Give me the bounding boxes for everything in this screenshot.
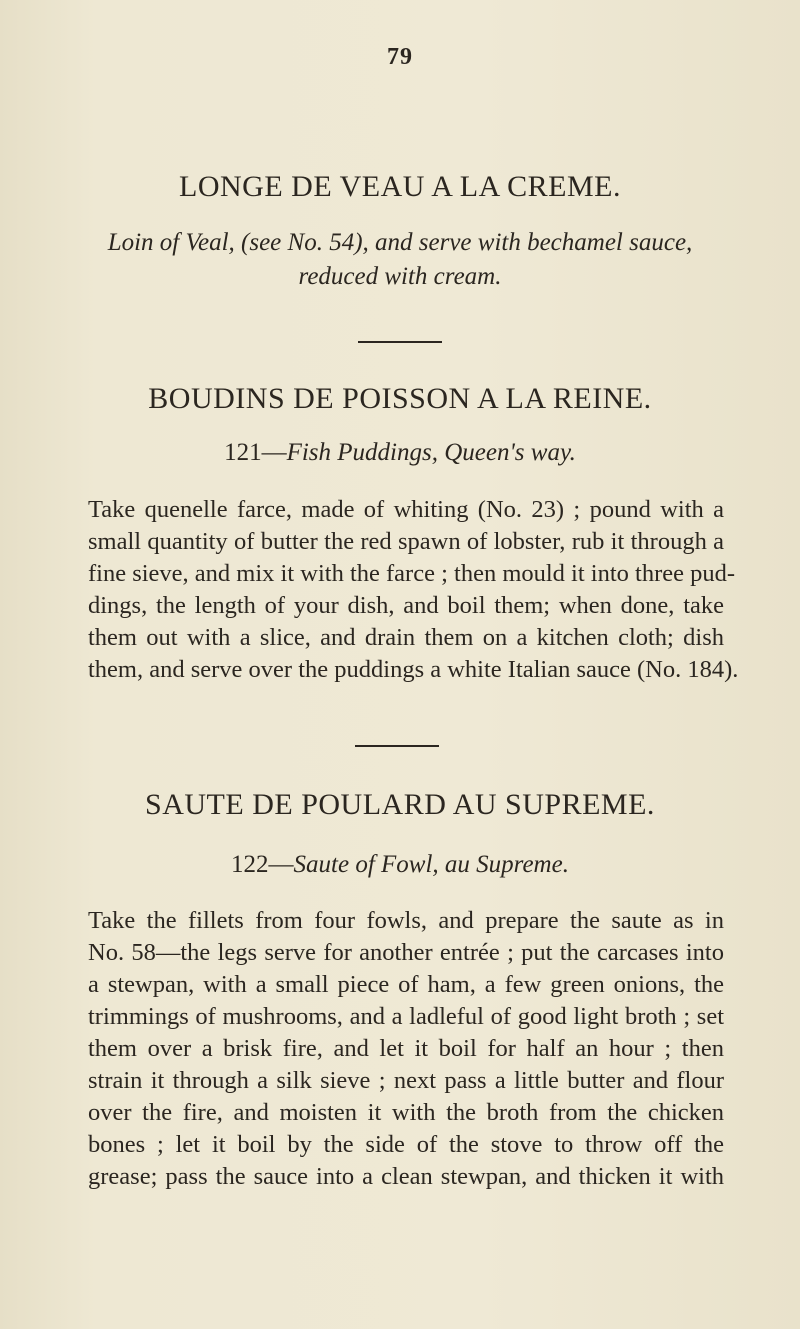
paragraph-line: strain it through a silk sieve ; next pass a little butter and flour xyxy=(88,1067,724,1094)
paragraph-line: fine sieve, and mix it with the farce ; then mould it into three pud- xyxy=(88,560,736,587)
paragraph-line: trimmings of mushrooms, and a ladleful of good light broth ; set xyxy=(88,1003,724,1030)
recipe-number: 121— xyxy=(224,439,287,466)
paragraph-line: a stewpan, with a small piece of ham, a few green onions, the xyxy=(88,971,724,998)
paragraph-line: them over a brisk fire, and let it boil for half an hour ; then xyxy=(88,1035,724,1062)
paragraph-line: bones ; let it boil by the side of the stove to throw off the xyxy=(88,1131,724,1158)
section-subtitle-line-2: reduced with cream. xyxy=(298,263,502,290)
paragraph-line: grease; pass the sauce into a clean stewpan, and thicken it with xyxy=(88,1163,724,1190)
paragraph-line: No. 58—the legs serve for another entrée ; put the carcases into xyxy=(88,939,724,966)
recipe-paragraph-121 xyxy=(88,494,739,686)
recipe-subtitle-122 xyxy=(0,848,800,882)
recipe-title: Saute of Fowl, au Supreme. xyxy=(293,851,569,878)
paragraph-line: over the fire, and moisten it with the broth from the chicken xyxy=(88,1099,724,1126)
recipe-subtitle-121 xyxy=(0,436,800,470)
section-divider xyxy=(358,341,442,343)
section-heading-boudins-de-poisson: BOUDINS DE POISSON A LA REINE. xyxy=(148,382,652,415)
paragraph-line: them out with a slice, and drain them on a kitchen cloth; dish xyxy=(88,624,724,651)
section-subtitle-line-1: Loin of Veal, (see No. 54), and serve with bechamel sauce, xyxy=(107,229,693,256)
section-divider xyxy=(355,745,439,747)
page-number: 79 xyxy=(387,44,413,70)
recipe-title: Fish Puddings, Queen's way. xyxy=(286,439,576,466)
section-heading-longe-de-veau: LONGE DE VEAU A LA CREME. xyxy=(179,170,621,203)
paragraph-line: Take the fillets from four fowls, and prepare the saute as in xyxy=(88,907,724,934)
paragraph-line: dings, the length of your dish, and boil them; when done, take xyxy=(88,592,724,619)
recipe-number: 122— xyxy=(231,851,294,878)
paragraph-line: small quantity of butter the red spawn of lobster, rub it through a xyxy=(88,528,724,555)
paragraph-line: them, and serve over the puddings a white Italian sauce (No. 184). xyxy=(88,656,739,683)
paragraph-line: Take quenelle farce, made of whiting (No. 23) ; pound with a xyxy=(88,496,724,523)
recipe-paragraph-122 xyxy=(88,905,724,1193)
section-heading-saute-de-poulard: SAUTE DE POULARD AU SUPREME. xyxy=(145,788,655,821)
